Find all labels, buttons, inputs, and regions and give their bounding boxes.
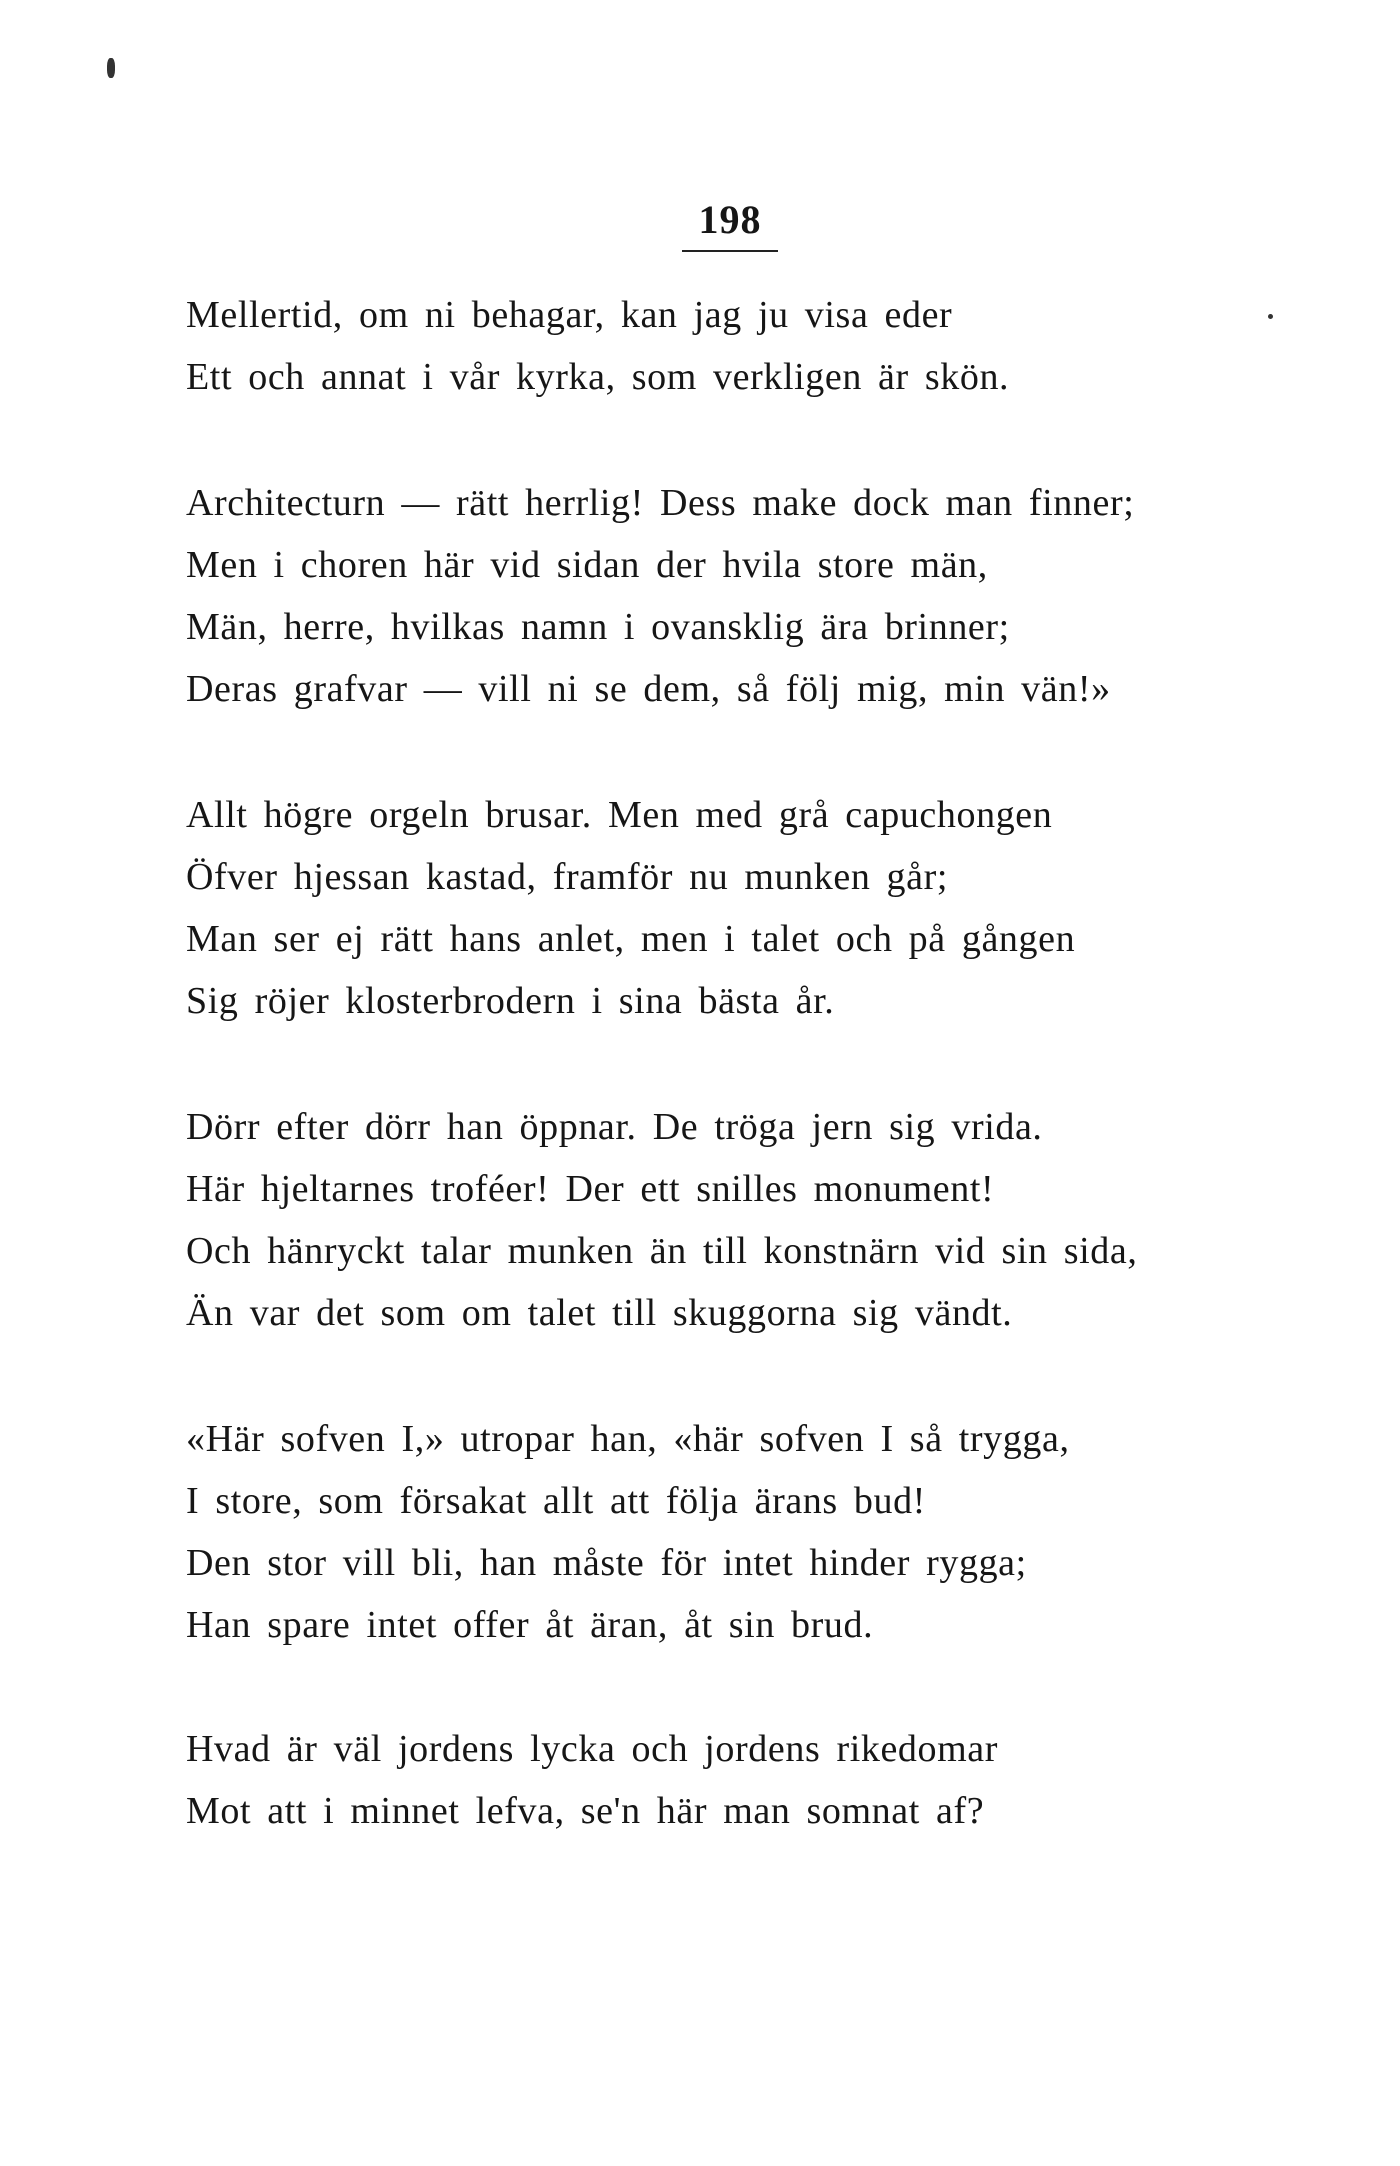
verse-line: Men i choren här vid sidan der hvila store män,	[186, 544, 988, 586]
verse-line: Deras grafvar — vill ni se dem, så följ mig, min vän!»	[186, 668, 1111, 710]
page-number-rule	[682, 250, 778, 252]
verse-line: Hvad är väl jordens lycka och jordens rikedomar	[186, 1728, 998, 1770]
verse-line: Den stor vill bli, han måste för intet hinder rygga;	[186, 1542, 1027, 1584]
stanza-2	[186, 472, 1336, 720]
ink-speck-top	[107, 58, 115, 78]
verse-line: Och hänryckt talar munken än till konstnärn vid sin sida,	[186, 1230, 1138, 1272]
stanza-3	[186, 784, 1336, 1032]
verse-line: I store, som försakat allt att följa ärans bud!	[186, 1480, 926, 1522]
verse-line: Man ser ej rätt hans anlet, men i talet och på gången	[186, 918, 1076, 960]
stanza-6	[186, 1718, 1336, 1842]
stanza-4	[186, 1096, 1336, 1344]
verse-line: Ett och annat i vår kyrka, som verkligen är skön.	[186, 356, 1010, 398]
verse-line: Här hjeltarnes troféer! Der ett snilles monument!	[186, 1168, 995, 1210]
verse-line: Mellertid, om ni behagar, kan jag ju visa eder	[186, 294, 953, 336]
stanza-5	[186, 1408, 1336, 1656]
verse-line: Öfver hjessan kastad, framför nu munken går;	[186, 856, 949, 898]
verse-line: Män, herre, hvilkas namn i ovansklig ära brinner;	[186, 606, 1010, 648]
verse-line: Än var det som om talet till skuggorna sig vändt.	[186, 1292, 1013, 1334]
verse-line: Dörr efter dörr han öppnar. De tröga jern sig vrida.	[186, 1106, 1043, 1148]
page-number: 198	[698, 197, 762, 242]
verse-line: Allt högre orgeln brusar. Men med grå capuchongen	[186, 794, 1053, 836]
verse-line: Mot att i minnet lefva, se'n här man somnat af?	[186, 1790, 985, 1832]
stanza-1	[186, 284, 1336, 408]
verse-line: Architecturn — rätt herrlig! Dess make dock man finner;	[186, 482, 1135, 524]
verse-line: Sig röjer klosterbrodern i sina bästa år.	[186, 980, 835, 1022]
verse-line: «Här sofven I,» utropar han, «här sofven I så trygga,	[186, 1418, 1070, 1460]
verse-line: Han spare intet offer åt äran, åt sin brud.	[186, 1604, 874, 1646]
